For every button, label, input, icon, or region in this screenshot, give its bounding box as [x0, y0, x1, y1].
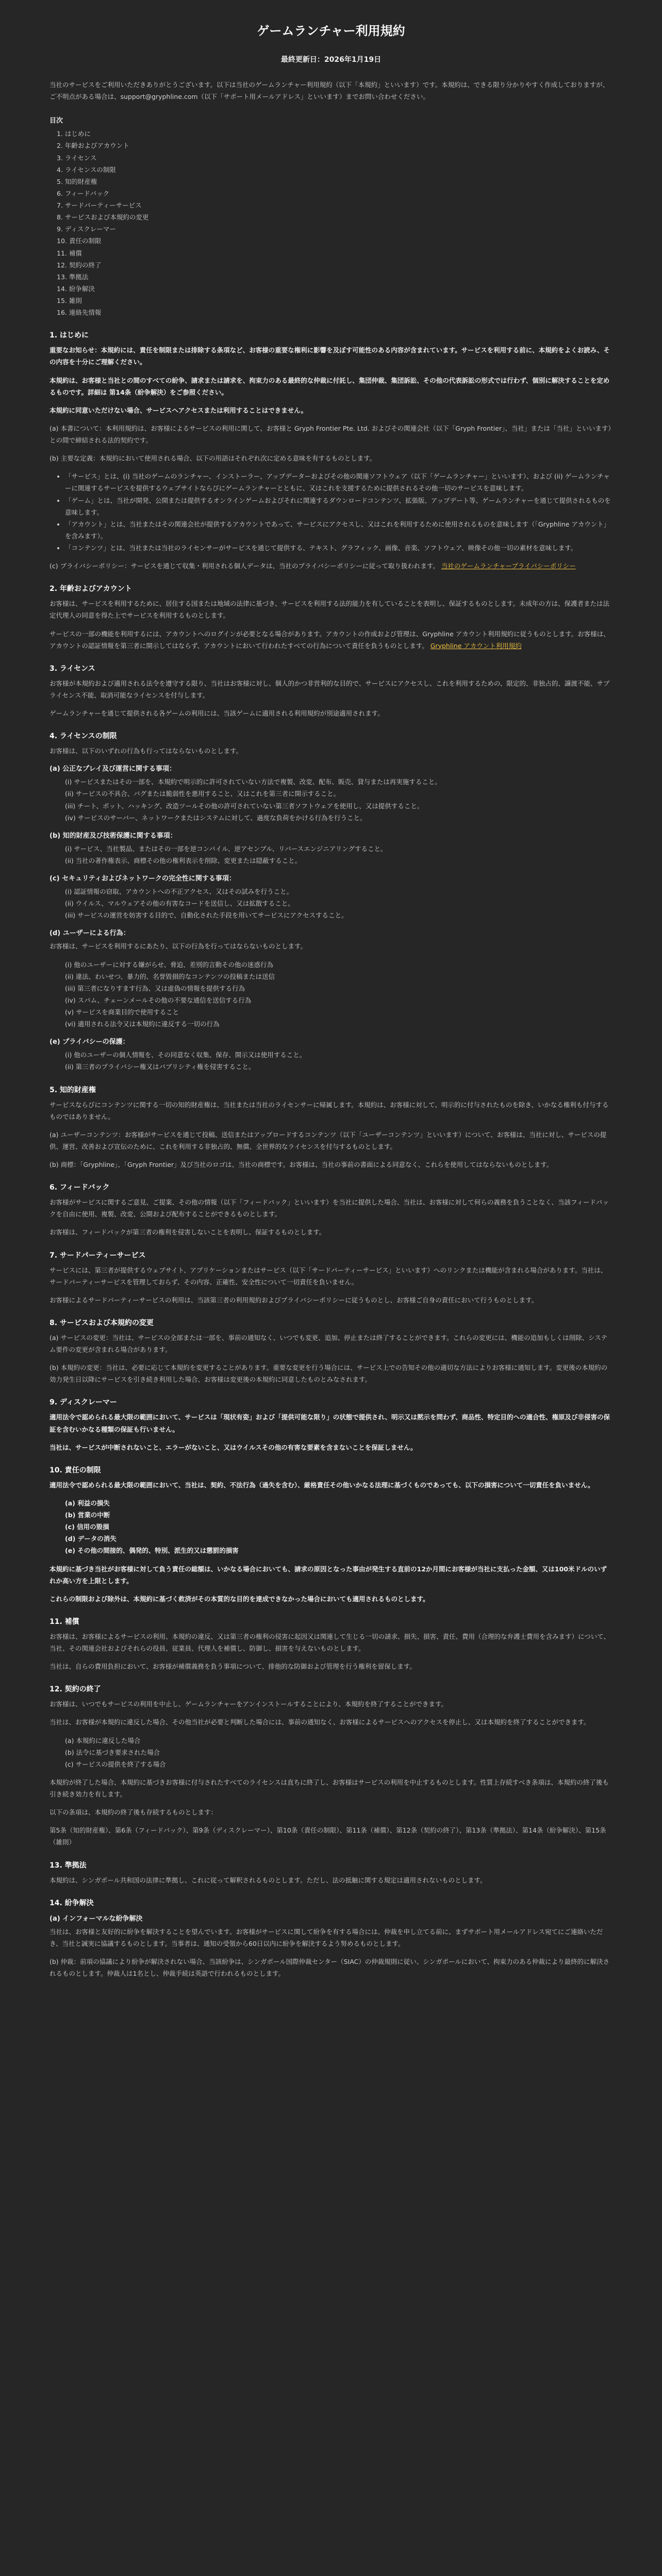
paragraph: お客様は、サービスを利用するために、居住する国または地域の法律に基づき、サービスを利用する法的能力を有していることを表明し、保証するものとします。未成年の方は、保護者または法定代理人の同意を得た上でサービスを利用するものとします。 — [49, 600, 610, 620]
section-heading: 13. 準拠法 — [49, 1861, 87, 1870]
table-of-contents — [49, 115, 613, 318]
list-item: (b) 法令に基づき要求された場合 — [65, 1748, 160, 1756]
paragraph: (b) 本規約の変更：当社は、必要に応じて本規約を変更することがあります。重要な変更を行う場合には、サービス上での告知その他の適切な方法によりお客様に通知します。変更後の本規約の効力発生日以降にサービスを引き続き利用した場合、お客様は変更後の本規約に同意したものとみなされます。 — [49, 1364, 608, 1384]
subsection-heading: (e) プライバシーの保護： — [49, 1038, 129, 1046]
section-heading: 12. 契約の終了 — [49, 1685, 101, 1694]
section-heading: 11. 補償 — [49, 1617, 79, 1626]
list-item: (ii) ウイルス、マルウェアその他の有害なコードを送信し、又は拡散すること。 — [65, 900, 294, 908]
list-item: (ii) サービスの不具合、バグまたは脆弱性を悪用すること、又はこれを第三者に開示すること。 — [65, 790, 340, 798]
paragraph: サービスには、第三者が提供するウェブサイト、アプリケーションまたはサービス（以下「サードパーティーサービス」といいます）へのリンクまたは機能が含まれる場合があります。当社は、サードパーティーサービスを管理しておらず、その内容、正確性、安全性について一切責任を負いません。 — [49, 1266, 607, 1286]
paragraph: (a) サービスの変更：当社は、サービスの全部または一部を、事前の通知なく、いつでも変更、追加、停止または終了することができます。これらの変更には、機能の追加もしくは削除、システム要件の変更が含まれる場合があります。 — [49, 1333, 608, 1353]
paragraph: お客様は、フィードバックが第三者の権利を侵害しないことを表明し、保証するものとします。 — [49, 1228, 326, 1236]
definition-item: • 「サービス」とは、(i) 当社のゲームのランチャー、インストーラー、アップデーターおよびその他の関連ソフトウェア（以下「ゲームランチャー」といいます）、および (ii) ゲームランチャーに関連するサービスを提供するウェブサイトならびにゲームランチャーとともに、又はこれを支援するために提供されるその他一切のサービスを意味します。 — [65, 470, 613, 494]
toc-item[interactable]: 6. フィードバック — [57, 189, 110, 197]
list-item: (iv) サービスのサーバー、ネットワークまたはシステムに対して、過度な負荷をかける行為を行うこと。 — [65, 814, 367, 822]
definition-item: • 「ゲーム」とは、当社が開発、公開または提供するオンラインゲームおよびそれに関連するダウンロードコンテンツ、拡張版、アップデート等、ゲームランチャーを通じて提供されるものを意味します。 — [65, 495, 613, 518]
section-limitation-of-liability — [49, 1465, 613, 1605]
important-notice: 重要なお知らせ：本規約には、責任を制限または排除する条項など、お客様の重要な権利に影響を及ぼす可能性のある内容が含まれています。サービスを利用する前に、本規約をよくお読み、その内容を十分にご理解ください。 — [49, 346, 610, 366]
toc-item[interactable]: 14. 紛争解決 — [57, 284, 95, 293]
section-heading: 8. サービスおよび本規約の変更 — [49, 1318, 154, 1327]
page-title: ゲームランチャー利用規約 — [257, 24, 405, 38]
section-heading: 14. 紛争解決 — [49, 1899, 94, 1907]
section-heading: 5. 知的財産権 — [49, 1086, 96, 1094]
acceptance-notice: 本規約に同意いただけない場合、サービスへアクセスまたは利用することはできません。 — [49, 406, 308, 414]
paragraph — [49, 628, 613, 652]
paragraph: (a) 本書について：本利用規約は、お客様によるサービスの利用に関して、お客様と Gryph Frontier Pte. Ltd. およびその関連会社（以下「Gryph Frontier」、当社」または「当社」といいます）との間で締結される法的契約です。 — [49, 424, 611, 444]
arbitration-notice: 本規約は、お客様と当社との間のすべての紛争、請求または請求を、拘束力のある最終的な仲裁に付託し、集団仲裁、集団訴訟、その他の代表訴訟の形式では行わず、個別に解決することを定めるものです。詳細は 第14条（紛争解決）をご参照ください。 — [49, 376, 610, 396]
section-intellectual-property — [49, 1084, 613, 1171]
list-item: (iii) サービスの運営を妨害する目的で、自動化された手段を用いてサービスにアクセスすること。 — [65, 911, 348, 920]
paragraph: 当社は、自らの費用負担において、お客様が補償義務を負う事項について、排他的な防御および管理を行う権利を留保します。 — [49, 1663, 416, 1671]
toc-heading: 目次 — [49, 117, 63, 125]
paragraph: お客様は、いつでもサービスの利用を中止し、ゲームランチャーをアンインストールすることにより、本規約を終了することができます。 — [49, 1700, 448, 1708]
paragraph: ゲームランチャーを通じて提供される各ゲームの利用には、当該ゲームに適用される利用規約が別途適用されます。 — [49, 709, 384, 717]
paragraph: お客様が本規約および適用される法令を遵守する限り、当社はお客様に対し、個人的かつ非営利的な目的で、サービスにアクセスし、これを利用するための、限定的、非独占的、譲渡不能、サブライセンス不能、取消可能なライセンスを付与します。 — [49, 679, 610, 699]
toc-item[interactable]: 1. はじめに — [57, 130, 91, 138]
account-text: サービスの一部の機能を利用するには、アカウントへのログインが必要となる場合があります。アカウントの作成および管理は、Gryphline アカウント利用規約に従うものとします。お客様は、アカウントの認証情報を第三者に開示してはならず、アカウントにおいて行われたすべての行為について責任を負うものとします。 — [49, 630, 610, 650]
privacy-text: (c) プライバシーポリシー：サービスを通じて収集・利用される個人データは、当社のプライバシーポリシーに従って取り扱われます。 — [49, 562, 439, 570]
subsection-heading: (a) 公正なプレイ及び運営に関する事項： — [49, 765, 176, 773]
section-heading: 3. ライセンス — [49, 664, 95, 673]
list-item: (c) 信用の毀損 — [65, 1523, 109, 1531]
toc-item[interactable]: 4. ライセンスの制限 — [57, 165, 116, 174]
paragraph: お客様は、以下のいずれの行為も行ってはならないものとします。 — [49, 747, 243, 755]
subsection-heading: (c) セキュリティおよびネットワークの完全性に関する事項： — [49, 875, 236, 883]
section-feedback — [49, 1182, 613, 1238]
paragraph — [49, 560, 613, 572]
paragraph: (b) 商標：「Gryphline」、「Gryph Frontier」及び当社のロゴは、当社の商標です。お客様は、当社の事前の書面による同意なく、これらを使用してはならないものとします。 — [49, 1161, 553, 1168]
section-heading: 10. 責任の制限 — [49, 1466, 101, 1475]
toc-item[interactable]: 3. ライセンス — [57, 154, 97, 162]
definition-item: • 「コンテンツ」とは、当社または当社のライセンサーがサービスを通じて提供する、テキスト、グラフィック、画像、音楽、ソフトウェア、映像その他一切の素材を意味します。 — [65, 542, 613, 554]
section-introduction — [49, 330, 613, 572]
list-item: (v) サービスを商業目的で使用すること — [65, 1008, 179, 1016]
list-item: (c) サービスの提供を終了する場合 — [65, 1760, 166, 1768]
list-item: (i) サービスまたはその一部を、本規約で明示的に許可されていない方法で複製、改変、配布、販売、貸与または再実施すること。 — [65, 778, 441, 786]
paragraph: 当社は、サービスが中断されないこと、エラーがないこと、又はウイルスその他の有害な要素を含まないことを保証しません。 — [49, 1443, 417, 1451]
paragraph: 本規約が終了した場合、本規約に基づきお客様に付与されたすべてのライセンスは直ちに終了し、お客様はサービスの利用を中止するものとします。性質上存続すべき条項は、本規約の終了後も引き続き効力を有します。 — [49, 1778, 609, 1798]
toc-item[interactable]: 7. サードパーティーサービス — [57, 201, 142, 209]
list-item: (iv) スパム、チェーンメールその他の不要な通信を送信する行為 — [65, 996, 252, 1004]
paragraph: お客様によるサードパーティーサービスの利用は、当該第三者の利用規約およびプライバシーポリシーに従うものとし、お客様ご自身の責任において行うものとします。 — [49, 1296, 538, 1304]
toc-item[interactable]: 9. ディスクレーマー — [57, 225, 116, 233]
paragraph: 当社は、お客様が本規約に違反した場合、その他当社が必要と判断した場合には、事前の通知なく、お客様によるサービスへのアクセスを停止し、又は本規約を終了することができます。 — [49, 1718, 590, 1726]
list-item: (vi) 適用される法令又は本規約に違反する一切の行為 — [65, 1020, 220, 1028]
paragraph: これらの制限および除外は、本規約に基づく救済がその本質的な目的を達成できなかった場合においても適用されるものとします。 — [49, 1595, 429, 1603]
toc-item[interactable]: 11. 補償 — [57, 249, 82, 257]
section-age-account — [49, 583, 613, 652]
paragraph: 第5条（知的財産権）、第6条（フィードバック）、第9条（ディスクレーマー）、第10条（責任の制限）、第11条（補償）、第12条（契約の終了）、第13条（準拠法）、第14条（紛争解決）、第15条（雑則） — [49, 1826, 606, 1846]
paragraph: 適用法令で認められる最大限の範囲において、当社は、契約、不法行為（過失を含む）、厳格責任その他いかなる法理に基づくものであっても、以下の損害について一切責任を負いません。 — [49, 1481, 594, 1489]
subsection-heading: (d) ユーザーによる行為： — [49, 929, 130, 938]
section-heading: 4. ライセンスの制限 — [49, 732, 117, 741]
section-governing-law — [49, 1860, 613, 1886]
list-item: (i) 認証情報の窃取、アカウントへの不正アクセス、又はその試みを行うこと。 — [65, 888, 293, 895]
section-third-party — [49, 1250, 613, 1306]
paragraph: 本規約は、シンガポール共和国の法律に準拠し、これに従って解釈されるものとします。ただし、法の抵触に関する規定は適用されないものとします。 — [49, 1876, 487, 1884]
list-item: (ii) 違法、わいせつ、暴力的、名誉毀損的なコンテンツの投稿または送信 — [65, 972, 275, 980]
list-item: (ii) 当社の著作権表示、商標その他の権利表示を削除、変更または隠蔽すること。 — [65, 856, 302, 865]
subsection-heading: (a) インフォーマルな紛争解決 — [49, 1914, 143, 1923]
intro-paragraph: 当社のサービスをご利用いただきありがとうございます。以下は当社のゲームランチャー利用規約（以下「本規約」といいます）です。本規約は、できる限り分かりやすく作成しておりますが、ご不明点がある場合は、support@gryphline.com（以下「サポート用メールアドレス」といいます）までお問い合わせください。 — [49, 81, 609, 101]
section-indemnification — [49, 1616, 613, 1672]
paragraph: お客様は、サービスを利用するにあたり、以下の行為を行ってはならないものとします。 — [49, 942, 307, 951]
section-heading: 9. ディスクレーマー — [49, 1398, 117, 1407]
paragraph: (b) 主要な定義：本規約において使用される場合、以下の用語はそれぞれ次に定める意味を有するものとします。 — [49, 454, 376, 463]
section-termination — [49, 1684, 613, 1848]
section-heading: 2. 年齢およびアカウント — [49, 585, 132, 594]
paragraph: 以下の条項は、本規約の終了後も存続するものとします： — [49, 1808, 218, 1817]
list-item: (i) 他のユーザーの個人情報を、その同意なく収集、保存、開示又は使用すること。 — [65, 1051, 306, 1059]
section-license-restrictions — [49, 731, 613, 1073]
account-terms-link[interactable]: Gryphline アカウント利用規約 — [430, 641, 522, 650]
section-heading: 1. はじめに — [49, 331, 89, 340]
section-license — [49, 663, 613, 719]
section-dispute-resolution — [49, 1897, 613, 1980]
list-item: (a) 本規約に違反した場合 — [65, 1736, 141, 1744]
privacy-policy-link[interactable]: 当社のゲームランチャープライバシーポリシー — [441, 562, 576, 570]
subsection-heading: (b) 知的財産及び技術保護に関する事項： — [49, 832, 177, 840]
definition-item: • 「アカウント」とは、当社またはその関連会社が提供するアカウントであって、サービスにアクセスし、又はこれを利用するために使用されるものを意味します（「Gryphline アカウント」を含みます）。 — [65, 518, 613, 542]
paragraph: (a) ユーザーコンテンツ：お客様がサービスを通じて投稿、送信またはアップロードするコンテンツ（以下「ユーザーコンテンツ」といいます）について、お客様は、当社に対し、サービスの提供、運営、改善および宣伝のために、これを利用する非独占的、無償、全世界的なライセンスを付与するものとします。 — [49, 1130, 607, 1150]
list-item: (iii) 第三者になりすます行為、又は虚偽の情報を提供する行為 — [65, 984, 245, 992]
last-updated: 最終更新日：2026年1月19日 — [280, 56, 382, 64]
paragraph: 適用法令で認められる最大限の範囲において、サービスは「現状有姿」および「提供可能な限り」の状態で提供され、明示又は黙示を問わず、商品性、特定目的への適合性、権原及び非侵害の保証を含むいかなる種類の保証も行いません。 — [49, 1413, 610, 1433]
toc-item[interactable]: 5. 知的財産権 — [57, 177, 97, 185]
section-disclaimer — [49, 1397, 613, 1453]
list-item: (i) サービス、当社製品、またはその一部を逆コンパイル、逆アセンブル、リバースエンジニアリングすること。 — [65, 844, 387, 853]
section-changes — [49, 1317, 613, 1386]
list-item: (e) その他の間接的、偶発的、特別、派生的又は懲罰的損害 — [65, 1547, 239, 1555]
list-item: (ii) 第三者のプライバシー権又はパブリシティ権を侵害すること。 — [65, 1063, 255, 1071]
section-heading: 7. サードパーティーサービス — [49, 1251, 146, 1260]
paragraph: (b) 仲裁：前項の協議により紛争が解決されない場合、当該紛争は、シンガポール国際仲裁センター（SIAC）の仲裁規則に従い、シンガポールにおいて、拘束力のある仲裁により最終的に解決されるものとします。仲裁人は1名とし、仲裁手続は英語で行われるものとします。 — [49, 1957, 609, 1977]
toc-item[interactable]: 2. 年齢およびアカウント — [57, 142, 129, 150]
toc-item[interactable]: 12. 契約の終了 — [57, 261, 102, 269]
list-item: (d) データの消失 — [65, 1535, 117, 1543]
toc-item[interactable]: 15. 雑則 — [57, 297, 82, 304]
list-item: (b) 営業の中断 — [65, 1511, 110, 1519]
list-item: (i) 他のユーザーに対する嫌がらせ、脅迫、差別的言動その他の迷惑行為 — [65, 960, 273, 969]
list-item: (iii) チート、ボット、ハッキング、改造ツールその他の許可されていない第三者ソフトウェアを使用し、又は提供すること。 — [65, 802, 424, 810]
paragraph: お客様は、お客様によるサービスの利用、本規約の違反、又は第三者の権利の侵害に起因又は関連して生じる一切の請求、損失、損害、責任、費用（合理的な弁護士費用を含みます）について、当社、その関連会社およびそれらの役員、従業員、代理人を補償し、防御し、損害を与えないものとします。 — [49, 1632, 610, 1652]
toc-item[interactable]: 16. 連絡先情報 — [57, 309, 102, 317]
paragraph: お客様がサービスに関するご意見、ご提案、その他の情報（以下「フィードバック」といいます）を当社に提供した場合、当社は、お客様に対して何らの義務を負うことなく、当該フィードバックを自由に使用、複製、改変、公開および配布することができるものとします。 — [49, 1198, 609, 1218]
toc-item[interactable]: 13. 準拠法 — [57, 273, 89, 281]
list-item: (a) 利益の損失 — [65, 1499, 110, 1507]
toc-item[interactable]: 10. 責任の制限 — [57, 237, 102, 245]
toc-item[interactable]: 8. サービスおよび本規約の変更 — [57, 213, 149, 222]
paragraph: 本規約に基づき当社がお客様に対して負う責任の総額は、いかなる場合においても、請求の原因となった事由が発生する直前の12か月間にお客様が当社に支払った金額、又は100米ドルのいずれか高い方を上限とします。 — [49, 1565, 607, 1585]
section-heading: 6. フィードバック — [49, 1183, 110, 1192]
paragraph: サービスならびにコンテンツに関する一切の知的財産権は、当社または当社のライセンサーに帰属します。本規約は、お客様に対して、明示的に付与されたものを除き、いかなる権利も付与するものではありません。 — [49, 1100, 609, 1121]
paragraph: 当社は、お客様と友好的に紛争を解決することを望んでいます。お客様がサービスに関して紛争を有する場合には、仲裁を申し立てる前に、まずサポート用メールアドレス宛てにご連絡いただき、当社と誠実に協議するものとします。当事者は、通知の受領から60日以内に紛争を解決するよう努めるものとします。 — [49, 1927, 603, 1947]
